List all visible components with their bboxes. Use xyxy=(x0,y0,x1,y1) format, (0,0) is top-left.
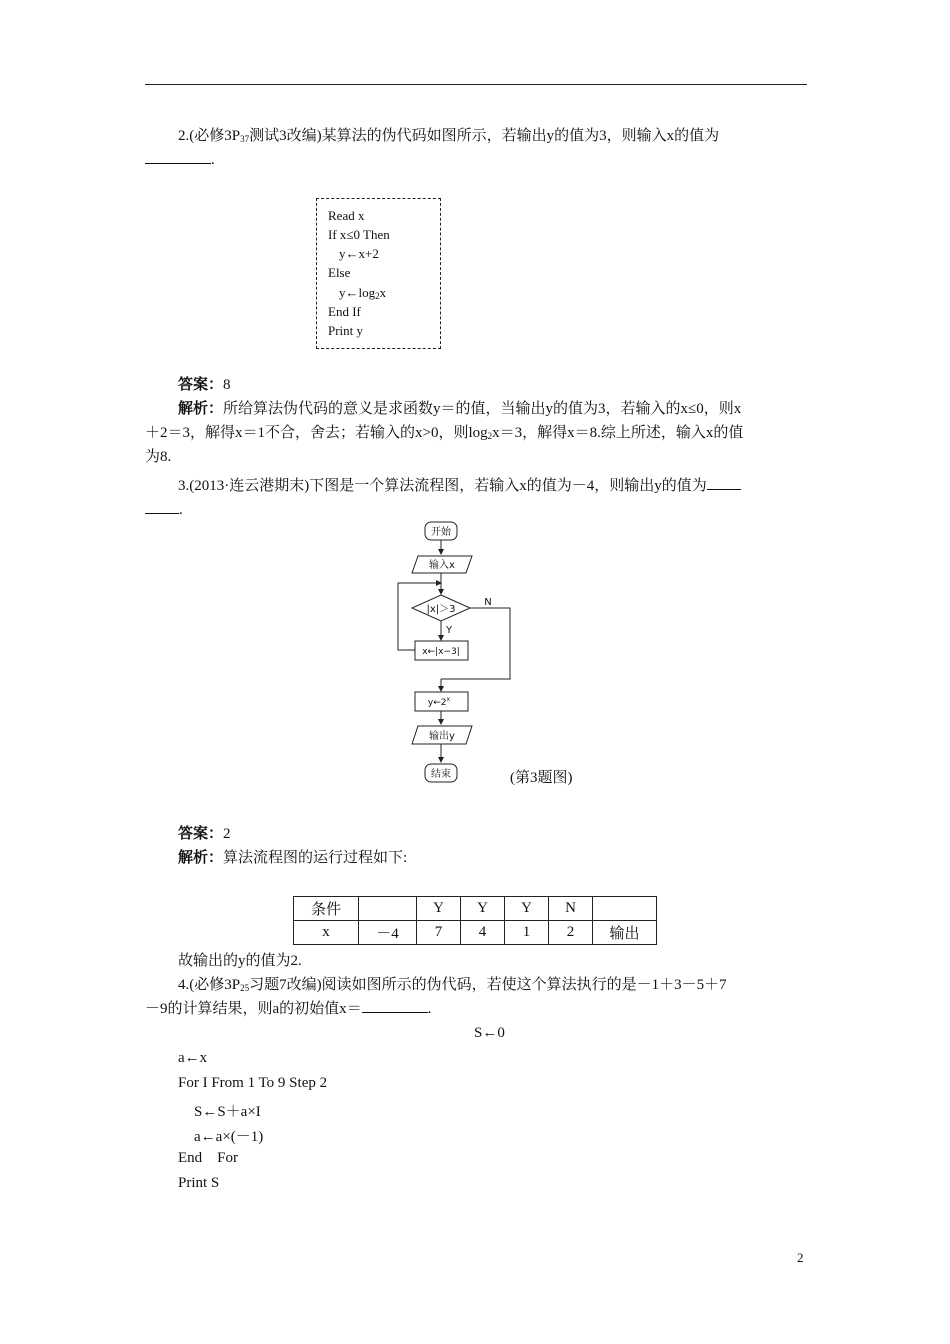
code-line: $y\leftarrow\log_2x$ xyxy=(339,285,387,301)
code-line: y←x+2 xyxy=(339,246,379,261)
flow-start-label: 开始 xyxy=(431,527,451,538)
q3-conclusion: 故输出的y的值为2. xyxy=(178,953,302,969)
q3-answer: 答案：2 xyxy=(178,826,231,842)
q4-code-line: a←a×(－1) xyxy=(194,1129,264,1145)
q4-code-line: End For xyxy=(178,1150,238,1166)
q2-answer: 答案：8 xyxy=(178,377,231,393)
flow-cond-label: |x|＞3 xyxy=(426,604,456,615)
answer-blank xyxy=(145,149,211,164)
q2-statement: 2.(必修$3P_{37}$测试3改编)某算法的伪代码如图所示，若输出y的值为3，则输入x的值为 . xyxy=(145,124,807,172)
table-cell: N xyxy=(549,897,593,921)
flow-output-label: 输出y xyxy=(429,731,455,742)
flow-no-label: N xyxy=(484,597,492,608)
table-cell: 输出 xyxy=(593,921,657,945)
table-cell: x xyxy=(294,921,359,945)
table-cell: Y xyxy=(461,897,505,921)
table-cell: Y xyxy=(417,897,461,921)
q4-code-line: Print S xyxy=(178,1175,220,1191)
flow-assign-y-label: y←2$^x$ xyxy=(427,696,451,708)
table-cell: 2 xyxy=(549,921,593,945)
figure-caption: (第3题图) xyxy=(510,770,573,786)
table-cell: 7 xyxy=(417,921,461,945)
q4-code-line: a←x xyxy=(178,1050,208,1066)
q4-code-line: S←0 xyxy=(474,1025,505,1041)
table-cell: Y xyxy=(505,897,549,921)
q3-statement: 3.(2013·连云港期末)下图是一个算法流程图，若输入x的值为－4，则输出y的值为 . xyxy=(145,474,807,522)
q2-analysis: 解析：所给算法伪代码的意义是求函数y＝的值，当输出y的值为3，若输入的x≤0，则x ＋2＝3，解得x＝1不合，舍去；若输入的x>0，则$\log_2x=3$，解得x＝8.综上所述，输入x的值 为8. xyxy=(145,401,744,465)
flow-end-label: 结束 xyxy=(431,769,451,780)
table-cell: 1 xyxy=(505,921,549,945)
code-line: Read x xyxy=(328,208,365,223)
flow-input-label: 输入x xyxy=(429,560,455,571)
q2-pseudocode-box xyxy=(316,198,441,349)
table-cell: －4 xyxy=(359,921,417,945)
table-cell: 条件 xyxy=(294,897,359,921)
header-rule xyxy=(145,84,807,85)
table-cell xyxy=(359,897,417,921)
flow-yes-label: Y xyxy=(445,625,453,636)
q3-analysis: 解析：算法流程图的运行过程如下: xyxy=(178,850,408,866)
q4-code-line: For I From 1 To 9 Step 2 xyxy=(178,1075,328,1091)
flow-assign-label: x←|x−3| xyxy=(422,647,460,657)
table-cell: 4 xyxy=(461,921,505,945)
table-cell xyxy=(593,897,657,921)
q4-code-line: S←S＋a×I xyxy=(194,1104,261,1120)
page-number: 2 xyxy=(797,1250,804,1265)
answer-blank xyxy=(145,499,179,514)
code-line: Print y xyxy=(328,323,364,338)
table-row xyxy=(294,921,657,945)
answer-blank xyxy=(362,998,428,1013)
q3-flowchart xyxy=(390,516,530,786)
code-line: If x≤0 Then xyxy=(328,227,390,242)
q4-statement: 4.(必修$3P_{25}$习题7改编)阅读如图所示的伪代码，若使这个算法执行的是－1＋3－5＋7 －9的计算结果，则a的初始值x＝ . xyxy=(145,977,727,1017)
q3-trace-table xyxy=(293,896,657,945)
table-row xyxy=(294,897,657,921)
code-line: End If xyxy=(328,304,361,319)
code-line: Else xyxy=(328,265,351,280)
